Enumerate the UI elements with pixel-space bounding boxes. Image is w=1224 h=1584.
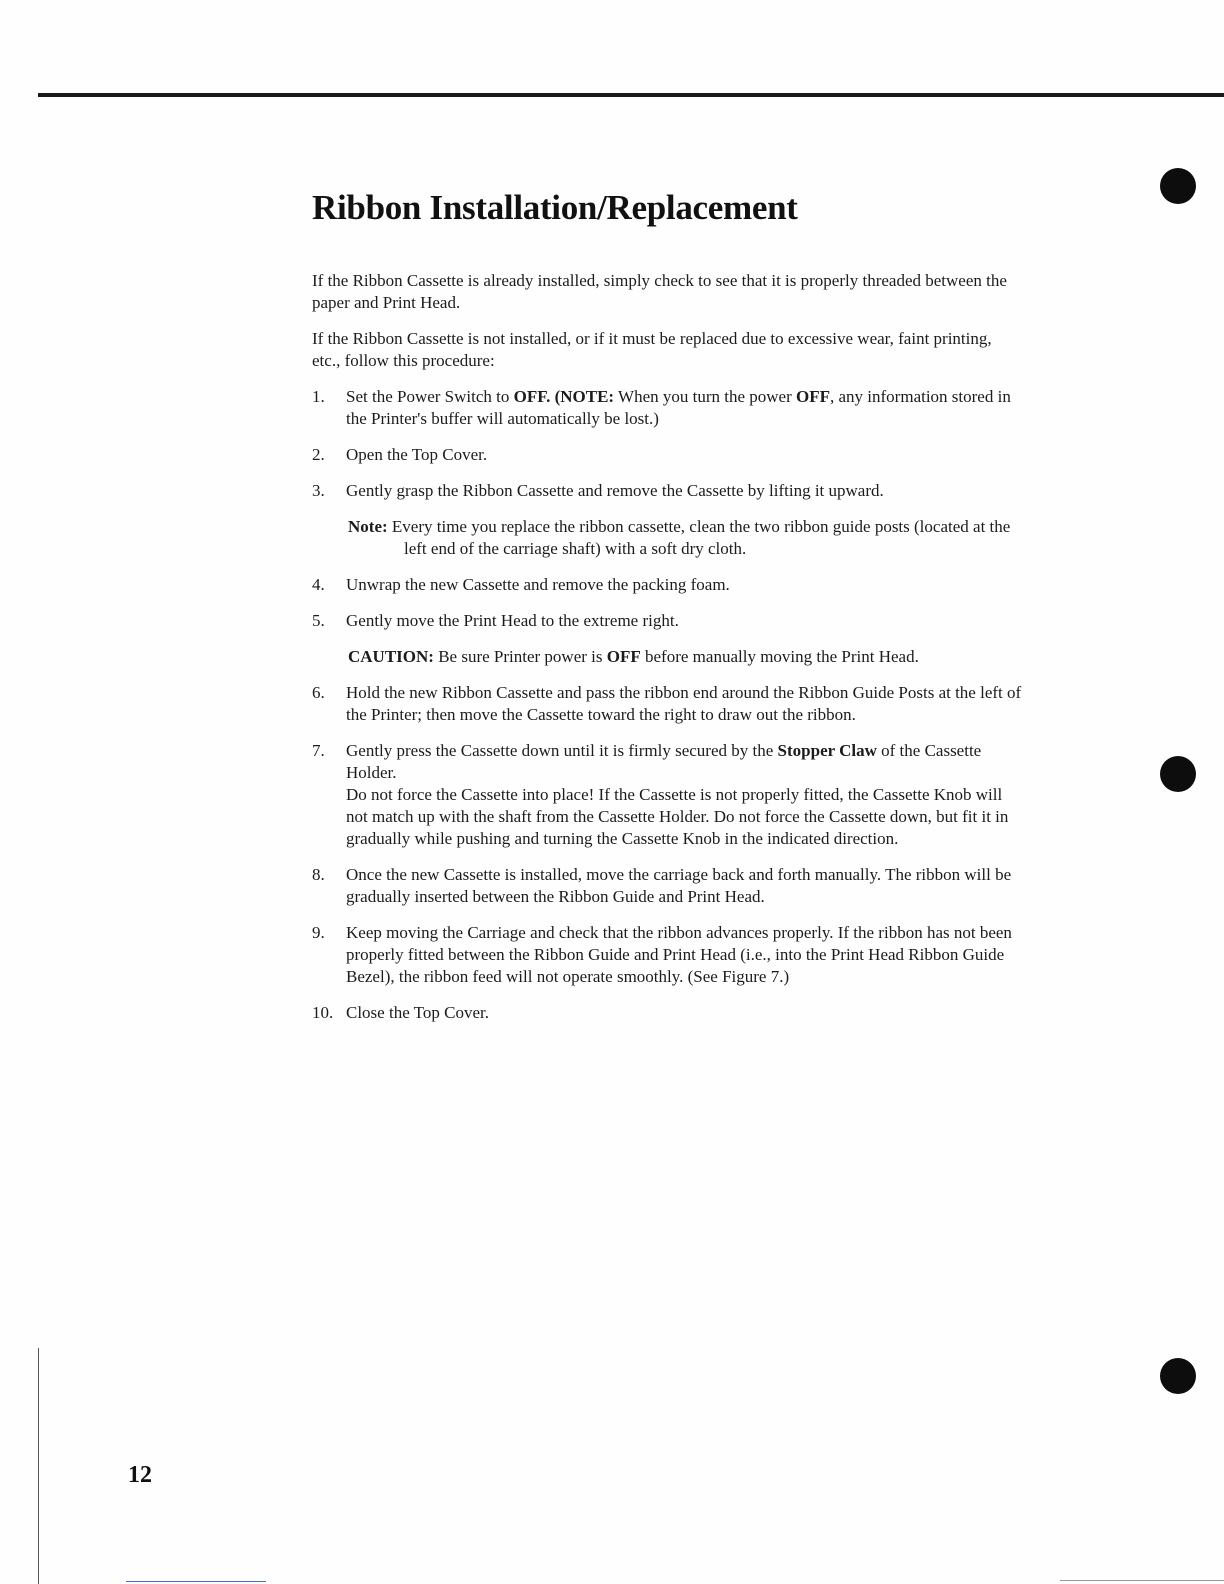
bottom-rule-right	[1060, 1580, 1224, 1581]
step-10	[312, 1002, 1024, 1024]
step-2	[312, 444, 1024, 466]
page-content	[312, 188, 1024, 1038]
step-number: 9.	[312, 923, 325, 942]
binder-hole-top	[1160, 168, 1196, 204]
step-8	[312, 864, 1024, 908]
page-title: Ribbon Installation/Replacement	[312, 188, 798, 227]
step-text: Gently press the Cassette down until it is firmly secured by the Stopper Claw of the Cassette Holder. Do not force the Cassette into place! If the Cassette is not properly fitted, the Cassette Knob will not match up with the shaft from the Cassette Holder. Do not force the Cassette down, but fit it in gradually while pushing and turning the Cassette Knob in the indicated direction.	[346, 741, 1009, 848]
bottom-rule-left	[126, 1581, 266, 1582]
step-text: Keep moving the Carriage and check that the ribbon advances properly. If the ribbon has not been properly fitted between the Ribbon Guide and Print Head (i.e., into the Print Head Ribbon Guide Bezel), the ribbon feed will not operate smoothly. (See Figure 7.)	[346, 923, 1012, 986]
step-number: 1.	[312, 387, 325, 406]
step-number: 3.	[312, 481, 325, 500]
step-text: Gently grasp the Ribbon Cassette and remove the Cassette by lifting it upward.	[346, 481, 884, 500]
step-text: Unwrap the new Cassette and remove the packing foam.	[346, 575, 730, 594]
step-text: Hold the new Ribbon Cassette and pass the ribbon end around the Ribbon Guide Posts at the left of the Printer; then move the Cassette toward the right to draw out the ribbon.	[346, 683, 1022, 724]
step-text: Open the Top Cover.	[346, 445, 488, 464]
step-3	[312, 480, 1024, 502]
step-number: 7.	[312, 741, 325, 760]
header-rule	[38, 93, 1224, 97]
step-number: 10.	[312, 1003, 334, 1022]
binder-hole-bottom	[1160, 1358, 1196, 1394]
intro-paragraph: If the Ribbon Cassette is not installed, or if it must be replaced due to excessive wear, faint printing, etc., follow this procedure:	[312, 329, 992, 370]
step-detail: Do not force the Cassette into place! If the Cassette is not properly fitted, the Cassette Knob will not match up with the shaft from the Cassette Holder. Do not force the Cassette down, but fit it in gradually while pushing and turning the Cassette Knob in the indicated direction.	[346, 785, 1009, 848]
page-number: 12	[128, 1462, 152, 1488]
note-label: Note:	[348, 517, 388, 536]
intro-paragraph: If the Ribbon Cassette is already installed, simply check to see that it is properly threaded between the paper and Print Head.	[312, 271, 1007, 312]
step-6	[312, 682, 1024, 726]
procedure-list	[312, 574, 1024, 632]
step-1	[312, 386, 1024, 430]
step-5	[312, 610, 1024, 632]
step-text: Close the Top Cover.	[346, 1003, 489, 1022]
caution-callout: CAUTION: Be sure Printer power is OFF before manually moving the Print Head.	[348, 647, 919, 666]
note-callout	[312, 516, 1024, 560]
step-9	[312, 922, 1024, 988]
step-text: Set the Power Switch to OFF. (NOTE: When you turn the power OFF, any information stored in the Printer's buffer will automatically be lost.)	[346, 387, 1011, 428]
step-text: Gently move the Print Head to the extreme right.	[346, 611, 679, 630]
binder-hole-middle	[1160, 756, 1196, 792]
step-number: 2.	[312, 445, 325, 464]
margin-line	[38, 1348, 39, 1584]
note-text: Every time you replace the ribbon cassette, clean the two ribbon guide posts (located at the left end of the carriage shaft) with a soft dry cloth.	[387, 517, 1011, 558]
procedure-list	[312, 682, 1024, 1024]
caution-label: CAUTION:	[348, 647, 434, 666]
step-number: 8.	[312, 865, 325, 884]
step-4	[312, 574, 1024, 596]
step-text: Once the new Cassette is installed, move the carriage back and forth manually. The ribbon will be gradually inserted between the Ribbon Guide and Print Head.	[346, 865, 1012, 906]
step-7	[312, 740, 1024, 850]
procedure-list	[312, 386, 1024, 502]
step-number: 4.	[312, 575, 325, 594]
step-number: 6.	[312, 683, 325, 702]
step-number: 5.	[312, 611, 325, 630]
